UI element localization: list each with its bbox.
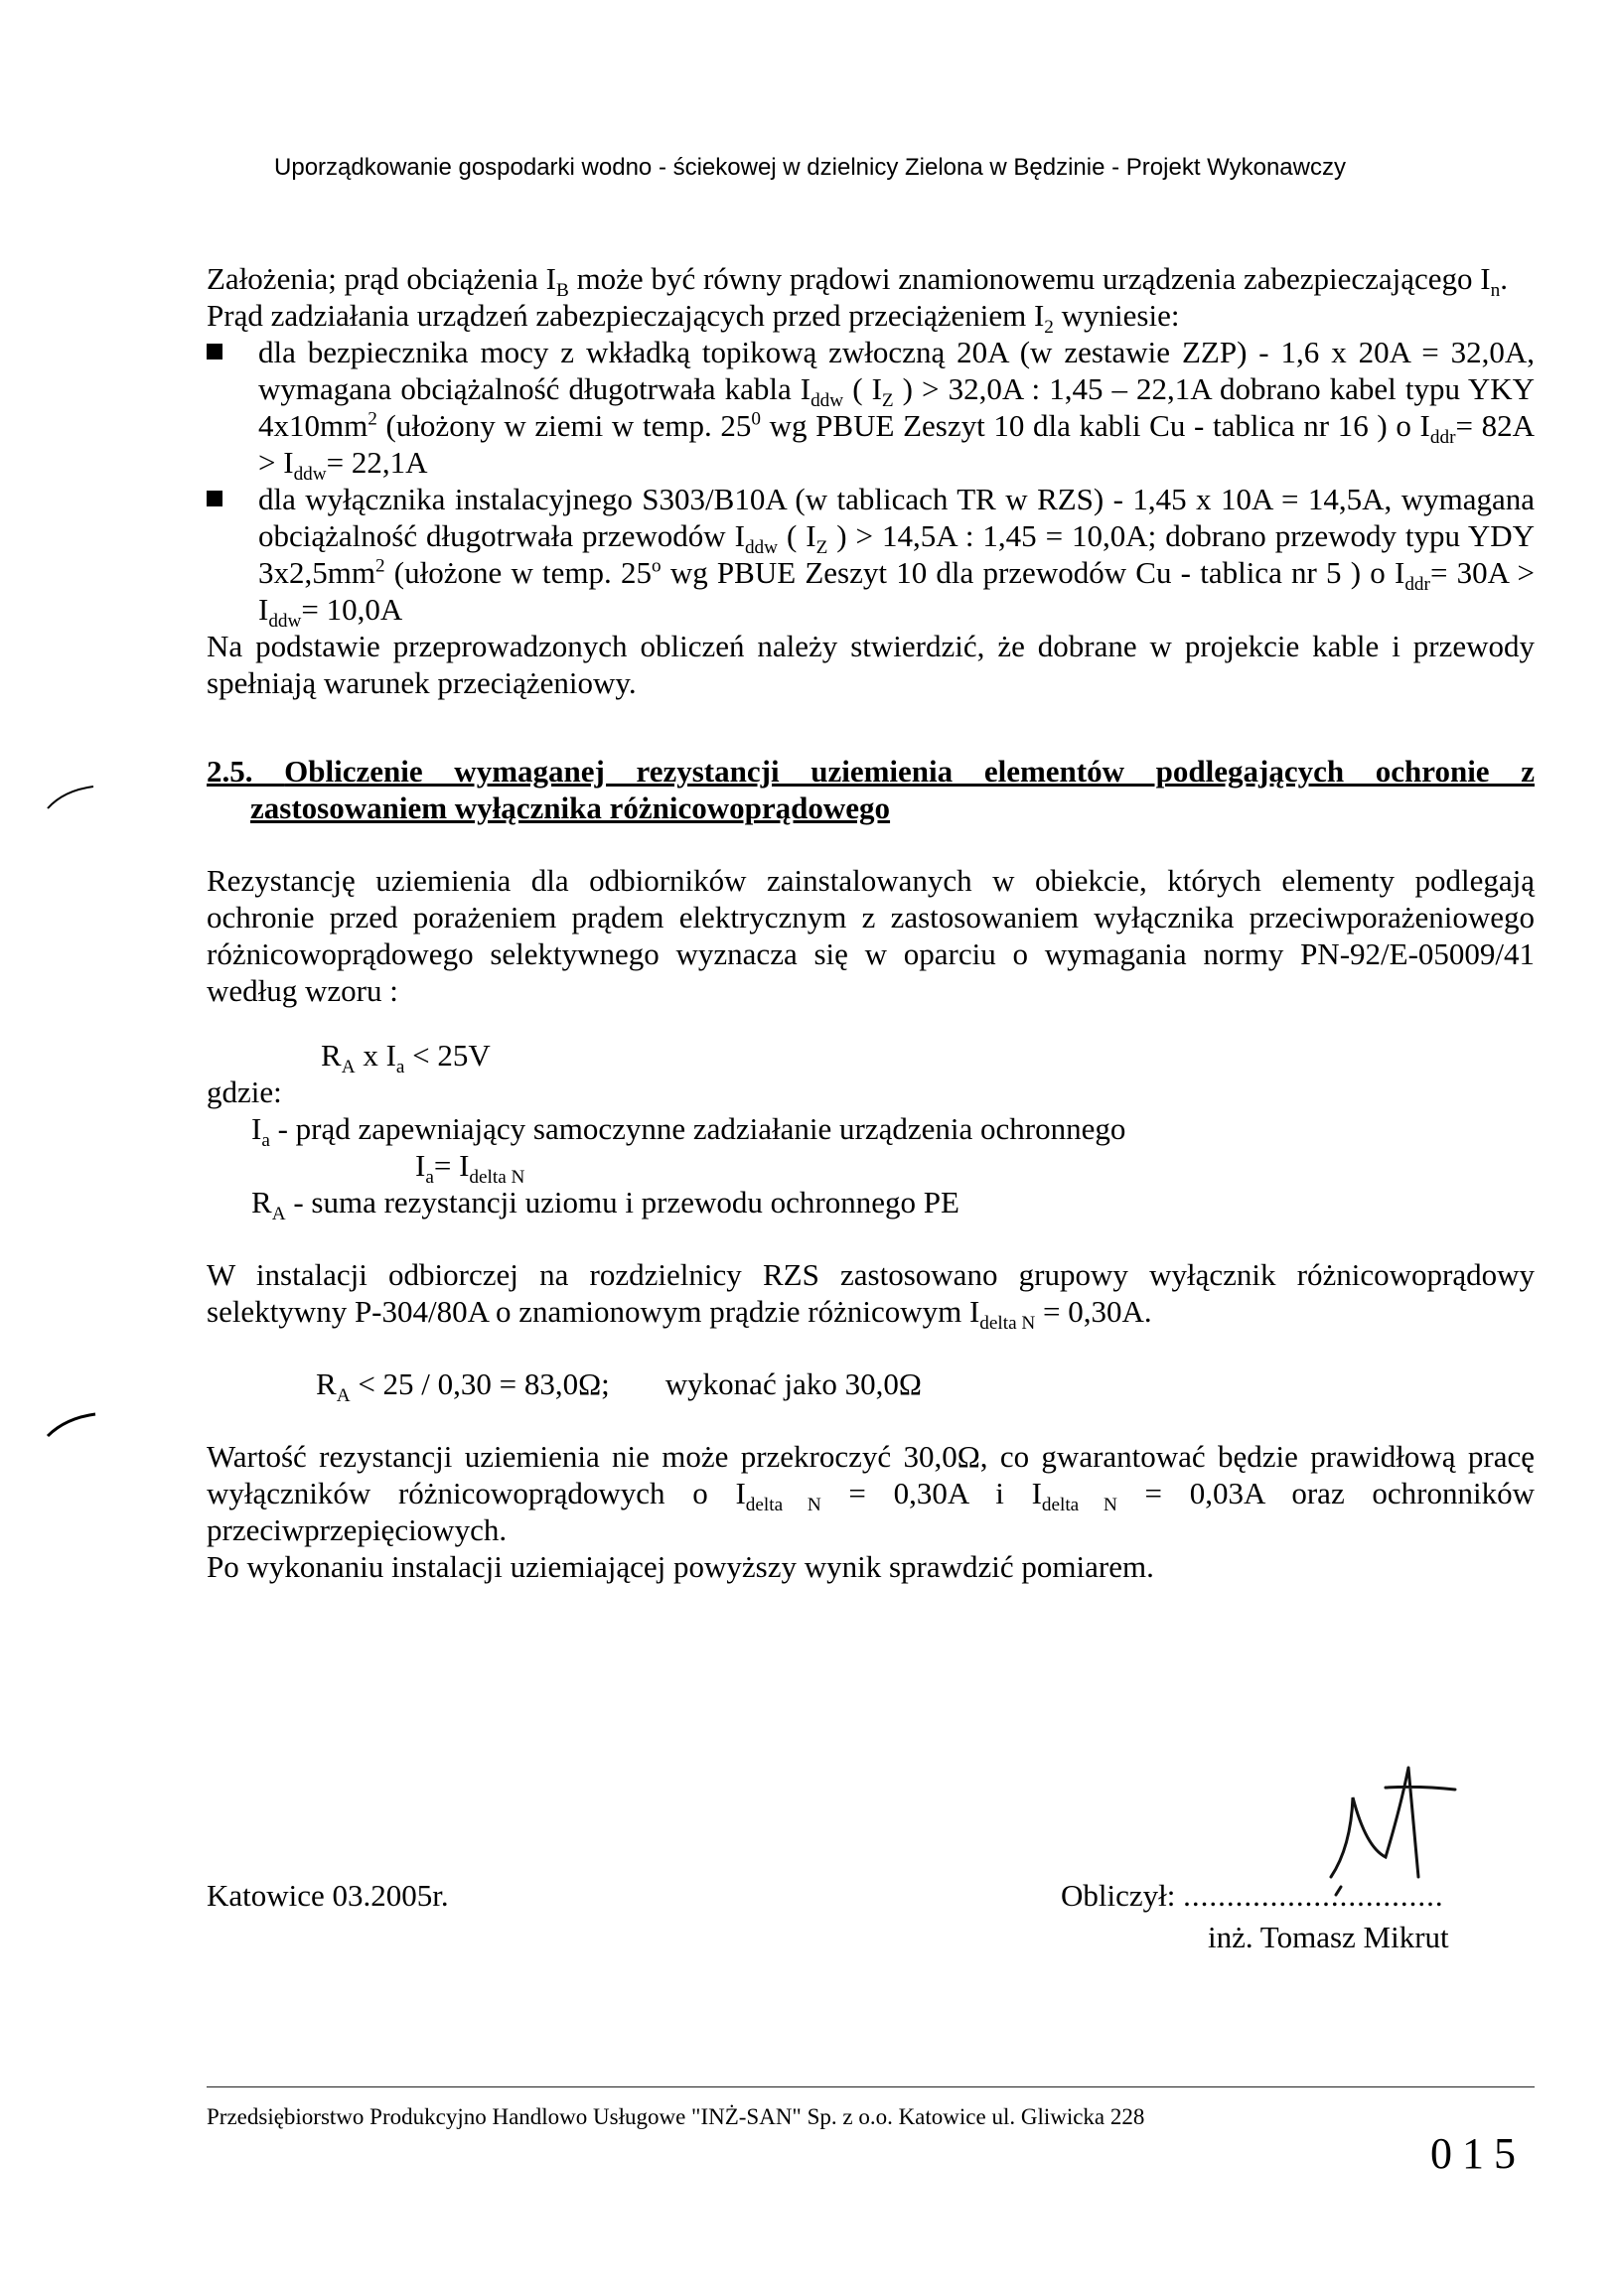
resistance-formula: $R_A$ x $I_a < 25V$ [321, 1038, 491, 1078]
section-heading: 2.5. Obliczenie wymaganej rezystancji uziemienia elementów podlegających ochronie z zastosowaniem wyłącznika różnicowoprądowego [207, 754, 1535, 825]
place-date: Katowice 03.2005r. [207, 1878, 449, 1913]
list-item: dla wyłącznika instalacyjnego S303/B10A (w tablicach TR w RZS) - 1,45 x 10A = 14,5A, wymagana obciążalność długotrwała przewodów $I_{ddw}$ ( $I_Z$ ) > 14,5A : 1,45 = 10,0A; dobrano przewody typu YDY $3x2,5mm^2$ (ułożone w temp. 25$^o$ wg PBUE Zeszyt 10 dla przewodów Cu - tablica nr 5 ) o $I_{ddr}= 30A > I_{ddw}= 10,0A$ [207, 481, 1535, 628]
definitions-list [251, 1110, 1535, 1225]
overload-paragraph: Prąd zadziałania urządzeń zabezpieczających przed przeciążeniem $I_2$ wyniesie: [207, 298, 1180, 339]
page-number: 015 [1430, 2129, 1526, 2178]
engineer-name: inż. Tomasz Mikrut [1208, 1920, 1449, 1954]
resistance-intro-paragraph: Rezystancję uziemienia dla odbiorników zainstalowanych w obiekcie, których elementy podlegają ochronie przed porażeniem prądem elektrycznym z zastosowaniem wyłącznika przeciwporażeniowego różnicowoprądowego selektywnego wyznacza się w oparciu o wymagania normy PN-92/E-05009/41 według wzoru : [207, 863, 1535, 1008]
margin-mark-icon [44, 1410, 103, 1440]
square-bullet-icon [207, 344, 222, 359]
ra-calculation: $R_A < 25 / 0,30 = 83,0\Omega$; wykonać jako 30,0Ω [316, 1366, 922, 1407]
list-item: dla bezpiecznika mocy z wkładką topikową zwłoczną 20A (w zestawie ZZP) - 1,6 x 20A = 32,0A, wymagana obciążalność długotrwała kabla $I_{ddw}$ ( $I_Z$ ) > 32,0A : 1,45 – 22,1A dobrano kabel typu YKY $4x10mm^2$ (ułożony w ziemi w temp. $25^0$ wg PBUE Zeszyt 10 dla kabli Cu - tablica nr 16 ) o $I_{ddr}= 82A > I_{ddw}= 22,1A$ [207, 334, 1535, 481]
ia-equation: $I_a= I_{delta N}$ [415, 1148, 525, 1189]
square-bullet-icon [207, 491, 222, 506]
document-body [207, 260, 1535, 1585]
assumption-paragraph: Założenia; prąd obciążenia $I_B$ może być równy prądowi znamionowemu urządzenia zabezpieczającego $I_n$. [207, 261, 1508, 302]
measurement-paragraph: Po wykonaniu instalacji uziemiającej powyższy wynik sprawdzić pomiarem. [207, 1549, 1154, 1584]
calculated-by: Obliczył: .............................. [1061, 1878, 1444, 1913]
margin-mark-icon [44, 785, 103, 814]
ra-definition: $R_A$ - suma rezystancji uziomu i przewodu ochronnego PE [251, 1185, 959, 1225]
page-footer: Przedsiębiorstwo Produkcyjno Handlowo Usługowe "INŻ-SAN" Sp. z o.o. Katowice ul. Gliwicka 228 [207, 2104, 1145, 2129]
signature-block [207, 1877, 1535, 1986]
where-label: gdzie: [207, 1075, 282, 1109]
closing-paragraph: Wartość rezystancji uziemienia nie może przekroczyć 30,0Ω, co gwarantować będzie prawidłową pracę wyłączników różnicowoprądowych o $I_{delta N} = 0,30A$ i $I_{delta N} = 0,03A$ oraz ochronników przeciwprzepięciowych. [207, 1439, 1535, 1547]
conclusion-paragraph: Na podstawie przeprowadzonych obliczeń należy stwierdzić, że dobrane w projekcie kable i przewody spełniają warunek przeciążeniowy. [207, 629, 1535, 700]
protection-list [207, 334, 1536, 633]
page-header: Uporządkowanie gospodarki wodno - ściekowej w dzielnicy Zielona w Będzinie - Projekt Wykonawczy [274, 154, 1346, 181]
signature-icon [1291, 1728, 1460, 1897]
ia-definition: $I_a$ - prąd zapewniający samoczynne zadziałanie urządzenia ochronnego [251, 1111, 1126, 1152]
footer-divider [207, 2086, 1535, 2087]
installation-paragraph: W instalacji odbiorczej na rozdzielnicy RZS zastosowano grupowy wyłącznik różnicowoprądowy selektywny P-304/80A o znamionowym prądzie różnicowym $I_{delta N} = 0,30A$. [207, 1257, 1535, 1335]
